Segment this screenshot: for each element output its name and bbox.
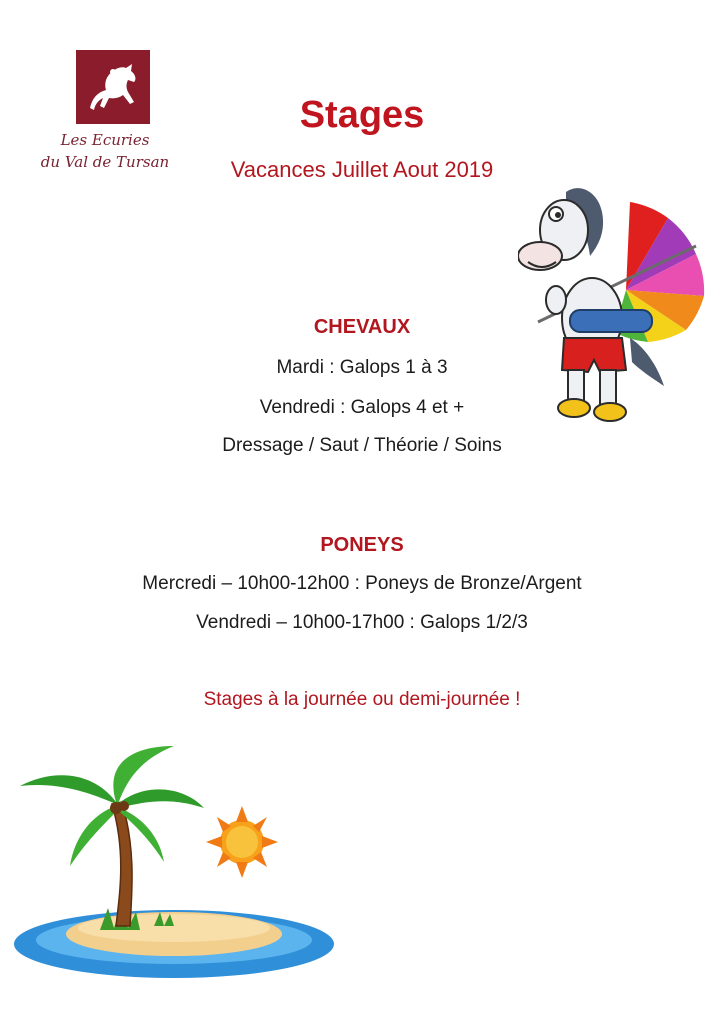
logo-badge — [76, 50, 150, 124]
poneys-line-1: Mercredi – 10h00-12h00 : Poneys de Bronze/Argent — [142, 573, 582, 594]
sun-icon — [206, 806, 278, 878]
logo-name-line2: du Val de Tursan — [40, 153, 170, 171]
palm-island-illustration — [4, 742, 354, 992]
horse-emblem-icon — [76, 50, 150, 124]
poneys-heading: PONEYS — [320, 534, 404, 556]
palm-tree-icon — [20, 746, 204, 866]
logo-name-line1: Les Ecuries — [60, 131, 150, 149]
poneys-line-2: Vendredi – 10h00-17h00 : Galops 1/2/3 — [196, 612, 528, 633]
club-logo — [30, 36, 180, 186]
day-stages-note: Stages à la journée ou demi-journée ! — [203, 689, 521, 710]
chevaux-heading: CHEVAUX — [313, 316, 411, 338]
chevaux-line-3: Dressage / Saut / Théorie / Soins — [222, 435, 502, 456]
chevaux-line-1: Mardi : Galops 1 à 3 — [276, 357, 448, 378]
page-title: Stages — [299, 94, 425, 136]
page-subtitle: Vacances Juillet Aout 2019 — [230, 157, 494, 182]
chevaux-line-2: Vendredi : Galops 4 et + — [259, 397, 465, 418]
